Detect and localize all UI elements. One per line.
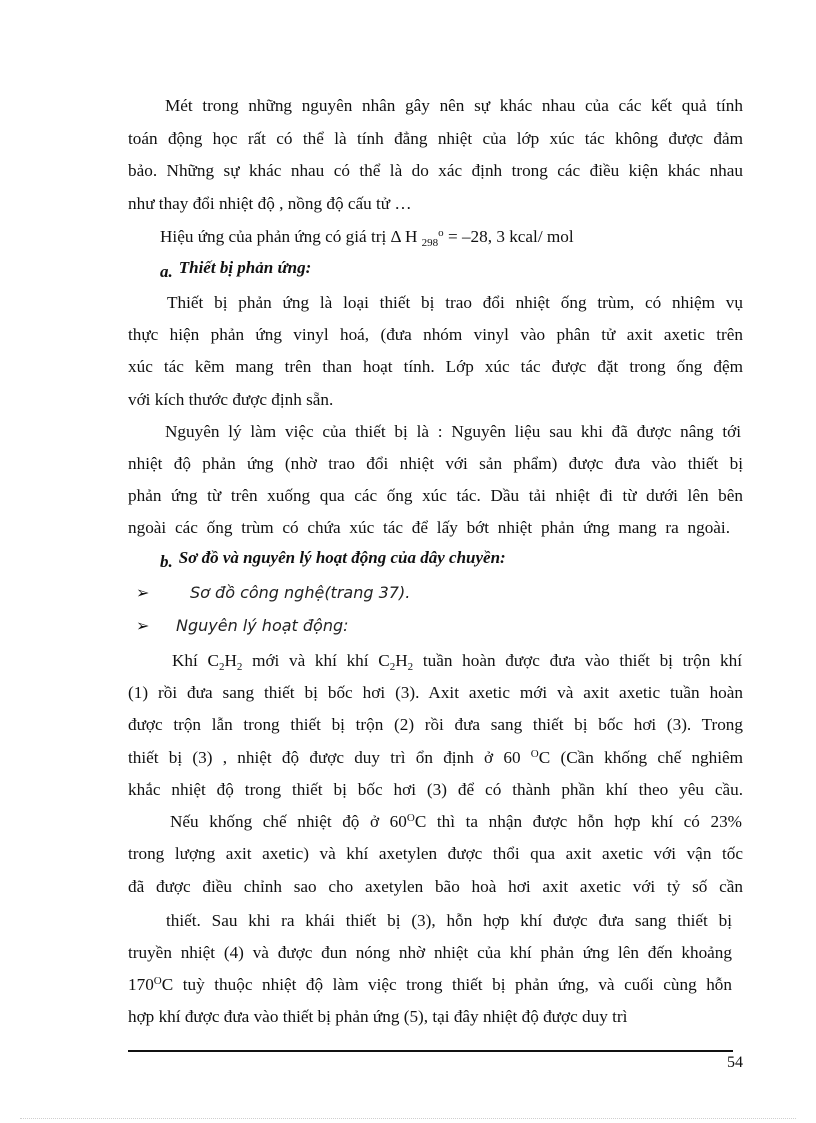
p4-text-b: H [224, 651, 237, 670]
p4-text-d: H [395, 651, 408, 670]
paragraph-2-line-1: Thiết bị phản ứng là loại thiết bị trao đổi nhiệt ống trùm, có nhiệm vụ [167, 293, 743, 312]
paragraph-2-line-3: xúc tác kẽm mang trên than hoạt tính. Lớp xúc tác được đặt trong ống đệm [128, 357, 743, 376]
paragraph-3-line-2: nhiệt độ phản ứng (nhờ trao đổi nhiệt với sản phẩm) được đưa vào thiết bị [128, 454, 743, 473]
enthalpy-line [160, 226, 760, 248]
p4-text-e: tuần hoàn được đưa vào thiết bị trộn khí [413, 651, 742, 670]
p6-l3-text-a: 170 [128, 975, 154, 994]
enthalpy-subscript: 298 [421, 237, 439, 249]
paragraph-6-line-1: thiết. Sau khi ra khái thiết bị (3), hỗn hợp khí được đưa sang thiết bị [166, 911, 732, 930]
paragraph-2-line-4: với kích thước được định sẵn. [128, 390, 334, 409]
paragraph-5-line-1 [170, 811, 742, 833]
paragraph-1-line-3: bảo. Những sự khác nhau có thể là do xác định trong các điều kiện khác nhau [128, 161, 743, 180]
paragraph-6-line-3 [128, 974, 732, 996]
paragraph-4-line-3: được trộn lẫn trong thiết bị trộn (2) rồi đưa sang thiết bị bốc hơi (3). Trong [128, 715, 743, 734]
bullet-2-text: Nguyên lý hoạt động: [176, 616, 349, 635]
paragraph-5-line-3: đã được điều chỉnh sao cho axetylen bão hoà hơi axit axetic với tỷ số cần [128, 877, 743, 896]
paragraph-4-line-5: khắc nhiệt độ trong thiết bị bốc hơi (3) để có thành phần khí theo yêu cầu. [128, 780, 743, 799]
p6-l3-text-b: C tuỳ thuộc nhiệt độ làm việc trong thiết bị phản ứng, và cuối cùng hỗn [161, 975, 732, 994]
p4-l4-degree: O [530, 748, 539, 760]
p4-sub-2: 2 [236, 661, 243, 673]
page-bottom-divider [20, 1118, 796, 1119]
bullet-1-text: Sơ đồ công nghệ(trang 37). [190, 583, 411, 602]
bullet-2-arrow-icon: ➢ [136, 616, 150, 635]
p4-text-a: Khí C [172, 651, 219, 670]
paragraph-6-line-4: hợp khí được đưa vào thiết bị phản ứng (5), tại đây nhiệt độ được duy trì [128, 1007, 628, 1026]
section-a-title: Thiết bị phản ứng: [178, 258, 312, 277]
paragraph-4-line-2: (1) rồi đưa sang thiết bị bốc hơi (3). Axit axetic mới và axit axetic tuần hoàn [128, 683, 743, 702]
enthalpy-suffix: = –28, 3 kcal/ mol [443, 227, 574, 246]
paragraph-2-line-2: thực hiện phản ứng vinyl hoá, (đưa nhóm vinyl vào phân tử axit axetic trên [128, 325, 743, 344]
paragraph-1-line-1: Mét trong những nguyên nhân gây nên sự khác nhau của các kết quả tính [165, 96, 743, 115]
p5-l1-text-b: C thì ta nhận được hỗn hợp khí có 23% [414, 812, 742, 831]
paragraph-3-line-3: phản ứng từ trên xuống qua các ống xúc tác. Dầu tải nhiệt đi từ dưới lên bên [128, 486, 743, 505]
paragraph-4-line-1 [172, 650, 742, 672]
p5-l1-text-a: Nếu khống chế nhiệt độ ở 60 [170, 812, 407, 831]
section-a-letter: a. [160, 262, 173, 281]
enthalpy-superscript: o [438, 227, 444, 239]
page-number: 54 [727, 1054, 743, 1071]
paragraph-6-line-2: truyền nhiệt (4) và được đun nóng nhờ nhiệt của khí phản ứng lên đến khoảng [128, 943, 732, 962]
paragraph-4-line-4 [128, 747, 743, 769]
section-a-heading [160, 258, 312, 281]
paragraph-1-line-2: toán động học rất có thể là tính đẳng nhiệt của lớp xúc tác không được đảm [128, 129, 743, 148]
paragraph-5-line-2: trong lượng axit axetic) và khí axetylen được thổi qua axit axetic với vận tốc [128, 844, 743, 863]
p5-l1-degree: O [406, 812, 415, 824]
p4-text-c: mới và khí khí C [242, 651, 390, 670]
p4-l4-text-b: C (Cần khống chế nghiêm [538, 748, 744, 767]
footer-rule [128, 1050, 733, 1052]
p4-sub-4: 2 [407, 661, 414, 673]
p6-l3-degree: O [153, 975, 162, 987]
section-b-title: Sơ đồ và nguyên lý hoạt động của dây chuyền: [178, 548, 506, 567]
paragraph-1-line-4: như thay đổi nhiệt độ , nồng độ cấu tử … [128, 194, 412, 213]
p4-sub-1: 2 [218, 661, 225, 673]
p4-l4-text-a: thiết bị (3) , nhiệt độ được duy trì ổn định ở 60 [128, 748, 531, 767]
bullet-1-arrow-icon: ➢ [136, 583, 150, 602]
paragraph-3-line-1: Nguyên lý làm việc của thiết bị là : Nguyên liệu sau khi đã được nâng tới [165, 422, 741, 441]
paragraph-3-line-4: ngoài các ống trùm có chứa xúc tác để lấy bớt nhiệt phản ứng mang ra ngoài. [128, 518, 730, 537]
section-b-letter: b. [160, 552, 173, 571]
enthalpy-prefix: Hiệu ứng của phản ứng có giá trị Δ H [160, 227, 422, 246]
p4-sub-3: 2 [389, 661, 396, 673]
section-b-heading [160, 548, 506, 571]
